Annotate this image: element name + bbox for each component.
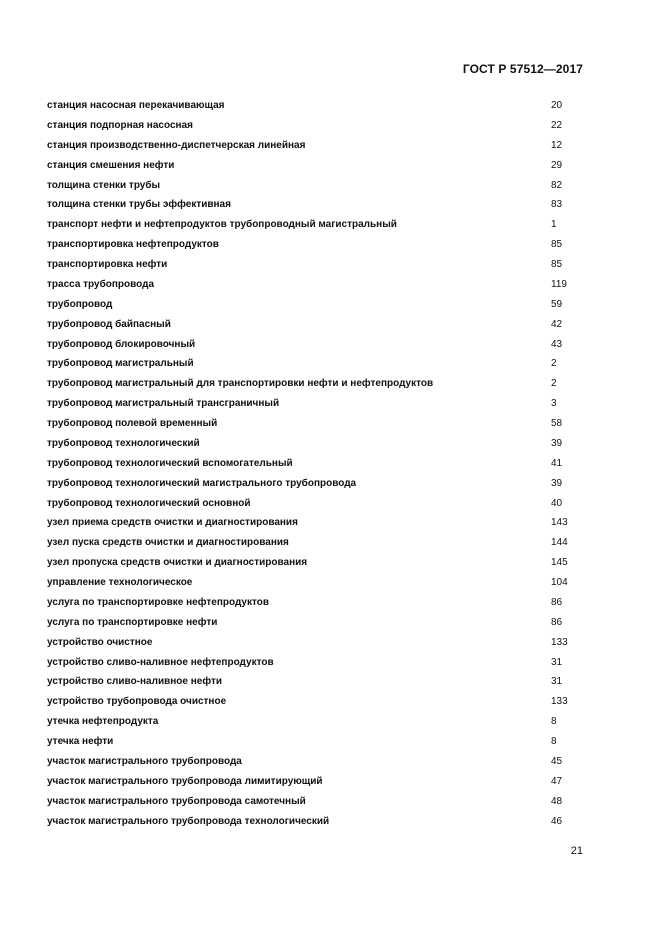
index-page-ref: 2 xyxy=(551,378,557,390)
index-term: узел приема средств очистки и диагностирования xyxy=(47,517,298,529)
index-term: трубопровод полевой временный xyxy=(47,418,218,429)
index-page-ref: 58 xyxy=(551,418,563,429)
index-page-ref: 48 xyxy=(551,795,563,807)
index-page-ref: 40 xyxy=(551,497,563,509)
index-entry xyxy=(47,772,587,792)
index-page-ref: 45 xyxy=(551,755,563,767)
index-term: участок магистрального трубопровода самотечный xyxy=(47,795,306,807)
index-page-ref: 59 xyxy=(551,298,563,310)
index-entry xyxy=(47,315,587,335)
index-entry xyxy=(47,613,587,633)
index-term: утечка нефтепродукта xyxy=(47,716,159,728)
index-entry xyxy=(47,215,587,235)
index-entry xyxy=(47,414,587,434)
index-term: участок магистрального трубопровода лимитирующий xyxy=(47,775,323,787)
index-entry xyxy=(47,633,587,653)
index-entry xyxy=(47,235,587,255)
index-page-ref: 42 xyxy=(551,318,563,330)
index-term: услуга по транспортировке нефти xyxy=(47,616,218,628)
index-entry xyxy=(47,255,587,275)
index-page-ref: 8 xyxy=(551,716,557,728)
index-term: трубопровод xyxy=(47,298,113,310)
index-page-ref: 144 xyxy=(551,537,568,549)
index-page-ref: 39 xyxy=(551,477,563,489)
index-entry xyxy=(47,792,587,812)
index-term: толщина стенки трубы xyxy=(47,179,161,191)
index-entry xyxy=(47,593,587,613)
index-term: участок магистрального трубопровода xyxy=(47,755,242,767)
index-page-ref: 41 xyxy=(551,457,563,469)
index-term: станция производственно-диспетчерская линейная xyxy=(47,139,306,151)
index-entry xyxy=(47,513,587,533)
index-term: трубопровод байпасный xyxy=(47,318,171,330)
index-entry xyxy=(47,812,587,832)
index-term: трубопровод блокировочный xyxy=(47,338,196,350)
index-page-ref: 31 xyxy=(551,656,563,668)
index-page-ref: 104 xyxy=(551,577,568,588)
index-entry xyxy=(47,752,587,772)
index-term: станция смешения нефти xyxy=(47,159,175,171)
index-page-ref: 39 xyxy=(551,437,563,449)
index-page-ref: 8 xyxy=(551,736,557,747)
index-entry xyxy=(47,374,587,394)
index-entry xyxy=(47,195,587,215)
index-entry xyxy=(47,712,587,732)
index-term: толщина стенки трубы эффективная xyxy=(47,199,231,211)
index-term: устройство сливо-наливное нефтепродуктов xyxy=(47,656,274,668)
index-term: услуга по транспортировке нефтепродуктов xyxy=(47,596,269,608)
index-term: транспортировка нефтепродуктов xyxy=(47,239,219,251)
index-page-ref: 31 xyxy=(551,676,563,688)
index-term: узел пуска средств очистки и диагностирования xyxy=(47,537,289,549)
index-page-ref: 86 xyxy=(551,596,563,608)
index-term: станция подпорная насосная xyxy=(47,119,193,131)
index-entry xyxy=(47,692,587,712)
index-term: трасса трубопровода xyxy=(47,278,155,290)
index-page-ref: 22 xyxy=(551,119,563,131)
index-term: утечка нефти xyxy=(47,736,114,747)
index-term: трубопровод магистральный трансграничный xyxy=(47,398,280,410)
document-code: ГОСТ Р 57512—2017 xyxy=(462,62,583,76)
index-page-ref: 29 xyxy=(551,159,563,171)
index-term: трубопровод магистральный для транспортировки нефти и нефтепродуктов xyxy=(47,378,434,390)
index-entry xyxy=(47,275,587,295)
index-page-ref: 133 xyxy=(551,636,568,648)
index-entry xyxy=(47,653,587,673)
index-page-ref: 47 xyxy=(551,775,563,787)
index-page-ref: 86 xyxy=(551,616,563,628)
index-entry xyxy=(47,434,587,454)
index-entry xyxy=(47,474,587,494)
index-term: транспорт нефти и нефтепродуктов трубопроводный магистральный xyxy=(47,219,397,231)
index-term: управление технологическое xyxy=(47,577,193,588)
index-entry xyxy=(47,394,587,414)
index-term: трубопровод технологический магистрального трубопровода xyxy=(47,477,357,489)
index-term: устройство трубопровода очистное xyxy=(47,696,227,708)
index-entry xyxy=(47,96,587,116)
index-term: устройство сливо-наливное нефти xyxy=(47,676,223,688)
index-entry xyxy=(47,116,587,136)
index-page-ref: 12 xyxy=(551,139,563,151)
index-term: трубопровод технологический основной xyxy=(47,497,251,509)
index-entry xyxy=(47,454,587,474)
index-page-ref: 82 xyxy=(551,179,563,191)
index-entry xyxy=(47,494,587,514)
index-entry xyxy=(47,176,587,196)
index-entry xyxy=(47,156,587,176)
index-page-ref: 43 xyxy=(551,338,563,350)
index-page-ref: 145 xyxy=(551,557,568,569)
index-entry xyxy=(47,573,587,593)
index-entry xyxy=(47,533,587,553)
index-page-ref: 3 xyxy=(551,398,557,410)
index-term: станция насосная перекачивающая xyxy=(47,100,225,111)
index-term: участок магистрального трубопровода технологический xyxy=(47,815,330,827)
index-entry xyxy=(47,672,587,692)
index-entry xyxy=(47,136,587,156)
index-entry xyxy=(47,732,587,752)
index-page-ref: 85 xyxy=(551,239,563,251)
index-entry xyxy=(47,553,587,573)
index-term: трубопровод технологический xyxy=(47,437,200,449)
index-entry xyxy=(47,354,587,374)
alphabetical-index xyxy=(47,96,587,831)
index-entry xyxy=(47,295,587,315)
index-page-ref: 133 xyxy=(551,696,568,708)
index-page-ref: 20 xyxy=(551,100,563,111)
index-page-ref: 1 xyxy=(551,219,557,231)
index-term: транспортировка нефти xyxy=(47,259,168,270)
index-page-ref: 46 xyxy=(551,815,563,827)
index-page-ref: 143 xyxy=(551,517,568,529)
index-term: трубопровод магистральный xyxy=(47,358,194,370)
page-number: 21 xyxy=(570,845,583,857)
index-page-ref: 119 xyxy=(551,278,567,290)
index-entry xyxy=(47,335,587,355)
index-page-ref: 85 xyxy=(551,259,563,270)
index-term: трубопровод технологический вспомогательный xyxy=(47,457,293,469)
index-term: узел пропуска средств очистки и диагностирования xyxy=(47,557,308,569)
index-page-ref: 83 xyxy=(551,199,563,211)
index-term: устройство очистное xyxy=(47,636,153,648)
index-page-ref: 2 xyxy=(551,358,557,370)
